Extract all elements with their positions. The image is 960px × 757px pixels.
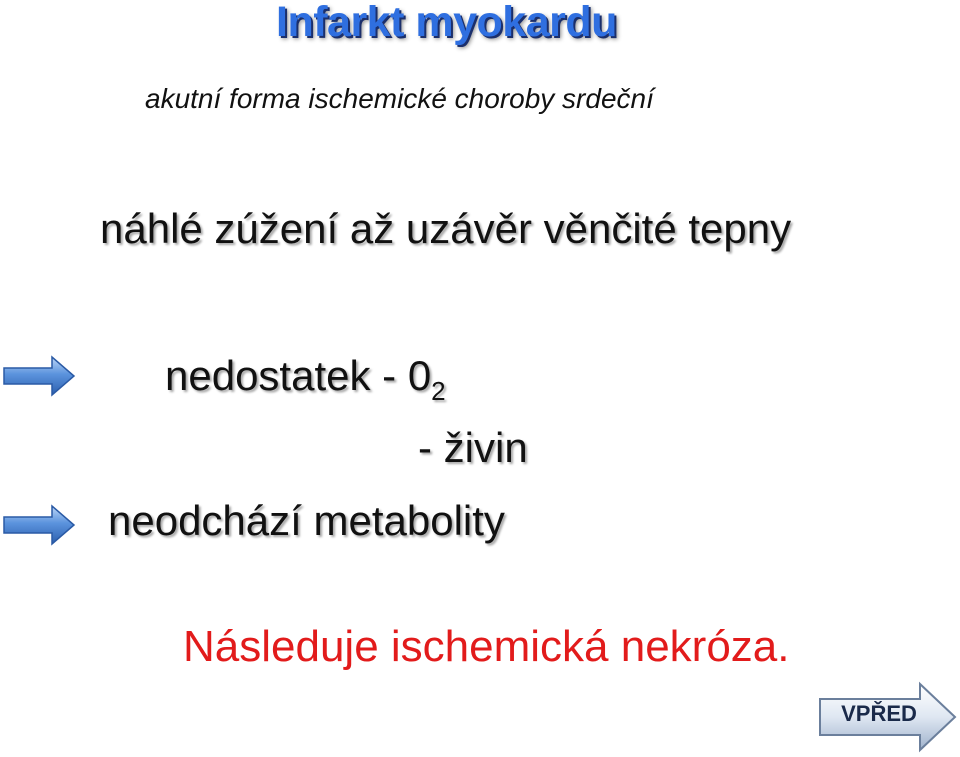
metabolites-text: neodchází metabolity: [108, 497, 505, 544]
next-button[interactable]: [816, 681, 958, 753]
lack-label: nedostatek - 0: [165, 352, 432, 399]
oxygen-subscript: 2: [431, 376, 446, 406]
arrow-right-icon: [2, 503, 76, 547]
slide-title: Infarkt myokardu: [276, 0, 617, 46]
lack-nutrients-text: - živin: [418, 424, 528, 471]
arrow-right-icon: [2, 354, 76, 398]
lack-oxygen-text: [165, 352, 446, 407]
slide-subtitle: akutní forma ischemické choroby srdeční: [145, 83, 654, 114]
next-button-label: VPŘED: [841, 701, 917, 726]
cause-text: náhlé zúžení až uzávěr věnčité tepny: [100, 205, 792, 252]
conclusion-text: Následuje ischemická nekróza.: [183, 622, 790, 671]
